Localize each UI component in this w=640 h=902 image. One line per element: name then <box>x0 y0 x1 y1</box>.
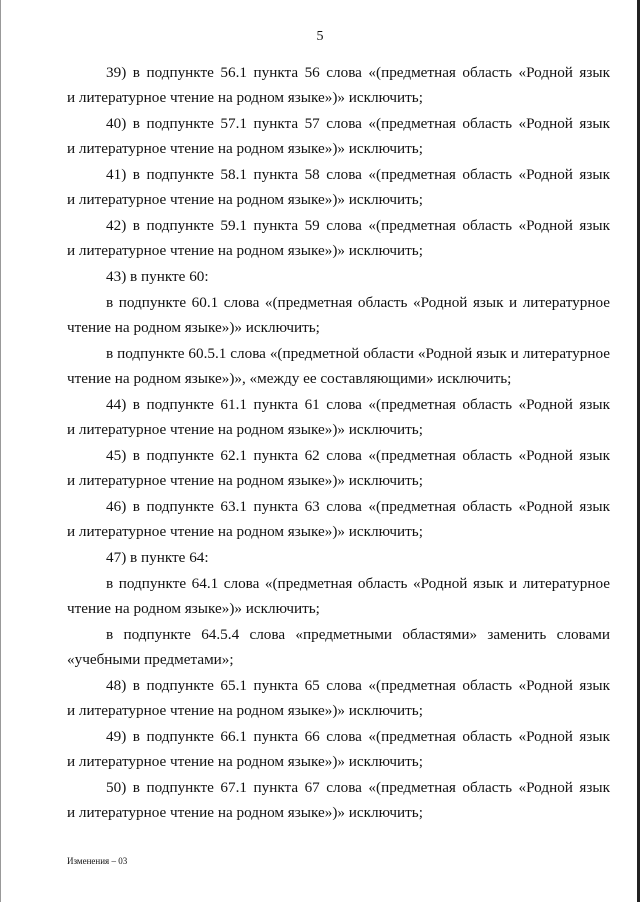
paragraph-p39 <box>67 60 610 110</box>
paragraph-p46 <box>67 494 610 544</box>
paragraph-line: и литературное чтение на родном языке»)» исключить; <box>67 140 423 157</box>
paragraph-line: 47) в пункте 64: <box>106 549 209 566</box>
paragraph-line: и литературное чтение на родном языке»)» исключить; <box>67 89 423 106</box>
paragraph-line: чтение на родном языке»)» исключить; <box>67 600 320 617</box>
paragraph-line: и литературное чтение на родном языке»)» исключить; <box>67 472 423 489</box>
paragraph-line: и литературное чтение на родном языке»)» исключить; <box>67 702 423 719</box>
paragraph-p47 <box>67 545 610 570</box>
paragraph-line: 45) в подпункте 62.1 пункта 62 слова «(предметная область «Родной язык <box>106 447 610 464</box>
paragraph-line: и литературное чтение на родном языке»)» исключить; <box>67 753 423 770</box>
paragraph-line: 39) в подпункте 56.1 пункта 56 слова «(предметная область «Родной язык <box>106 64 610 81</box>
paragraph-line: 41) в подпункте 58.1 пункта 58 слова «(предметная область «Родной язык <box>106 166 610 183</box>
paragraph-p40 <box>67 111 610 161</box>
paragraph-line: 42) в подпункте 59.1 пункта 59 слова «(предметная область «Родной язык <box>106 217 610 234</box>
paragraph-p45 <box>67 443 610 493</box>
paragraph-p42 <box>67 213 610 263</box>
paragraph-p48 <box>67 673 610 723</box>
paragraph-line: 48) в подпункте 65.1 пункта 65 слова «(предметная область «Родной язык <box>106 677 610 694</box>
paragraph-line: и литературное чтение на родном языке»)» исключить; <box>67 191 423 208</box>
paragraph-line: 43) в пункте 60: <box>106 268 209 285</box>
paragraph-line: и литературное чтение на родном языке»)» исключить; <box>67 242 423 259</box>
document-body <box>67 60 610 826</box>
paragraph-p43a <box>67 290 610 340</box>
paragraph-line: чтение на родном языке»)» исключить; <box>67 319 320 336</box>
paragraph-line: 50) в подпункте 67.1 пункта 67 слова «(предметная область «Родной язык <box>106 779 610 796</box>
paragraph-p43 <box>67 264 610 289</box>
paragraph-line: «учебными предметами»; <box>67 651 234 668</box>
footer-note: Изменения – 03 <box>67 856 128 866</box>
paragraph-p47a <box>67 571 610 621</box>
paragraph-p44 <box>67 392 610 442</box>
paragraph-p47b <box>67 622 610 672</box>
paragraph-line: и литературное чтение на родном языке»)» исключить; <box>67 421 423 438</box>
paragraph-line: и литературное чтение на родном языке»)» исключить; <box>67 523 423 540</box>
paragraph-line: и литературное чтение на родном языке»)» исключить; <box>67 804 423 821</box>
paragraph-p49 <box>67 724 610 774</box>
paragraph-p43b <box>67 341 610 391</box>
scan-edge-left <box>0 0 1 902</box>
page-number: 5 <box>316 29 324 44</box>
paragraph-line: в подпункте 60.1 слова «(предметная область «Родной язык и литературное <box>106 294 610 311</box>
paragraph-line: 46) в подпункте 63.1 пункта 63 слова «(предметная область «Родной язык <box>106 498 610 515</box>
paragraph-line: 49) в подпункте 66.1 пункта 66 слова «(предметная область «Родной язык <box>106 728 610 745</box>
paragraph-p41 <box>67 162 610 212</box>
paragraph-line: в подпункте 64.1 слова «(предметная область «Родной язык и литературное <box>106 575 610 592</box>
paragraph-line: 40) в подпункте 57.1 пункта 57 слова «(предметная область «Родной язык <box>106 115 610 132</box>
paragraph-line: в подпункте 64.5.4 слова «предметными областями» заменить словами <box>106 626 610 643</box>
paragraph-line: 44) в подпункте 61.1 пункта 61 слова «(предметная область «Родной язык <box>106 396 610 413</box>
paragraph-line: чтение на родном языке»)», «между ее составляющими» исключить; <box>67 370 512 387</box>
paragraph-line: в подпункте 60.5.1 слова «(предметной области «Родной язык и литературное <box>106 345 610 362</box>
paragraph-p50 <box>67 775 610 825</box>
